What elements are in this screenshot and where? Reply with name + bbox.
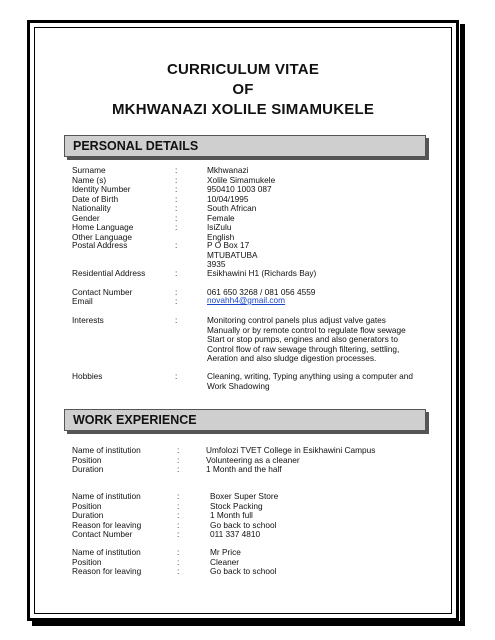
job2-reason-label: Reason for leaving [72, 519, 142, 530]
job1-institution: Umfolozi TVET College in Esikhawini Campus [206, 445, 376, 455]
job2-contact-label: Contact Number [72, 529, 133, 539]
job3-reason: Go back to school [210, 566, 277, 576]
colon: : [175, 222, 178, 232]
job2-position: Stock Packing [210, 500, 263, 511]
names-label: Name (s) [72, 174, 107, 185]
contact-value: 061 650 3268 / 081 056 4559 [207, 286, 316, 297]
job3-position: Cleaner [210, 556, 240, 567]
other-language-label: Other Language [72, 231, 132, 242]
colon: : [175, 184, 178, 194]
candidate-name: MKHWANAZI XOLILE SIMAMUKELE [111, 101, 375, 118]
colon: : [177, 491, 180, 501]
frame-shadow-right [460, 24, 465, 626]
job1-position-label: Position [72, 454, 102, 465]
colon: : [177, 500, 180, 511]
nationality-value: South African [207, 203, 257, 213]
section-title: WORK EXPERIENCE [73, 413, 197, 427]
email-label: Email [72, 296, 93, 306]
hobbies-label: Hobbies [72, 371, 103, 381]
hobbies-line: Cleaning, writing, Typing anything using a computer and [207, 371, 414, 381]
postal-line3: 3935 [207, 259, 226, 269]
colon: : [177, 529, 180, 539]
job2-reason: Go back to school [210, 519, 277, 530]
colon: : [177, 519, 180, 530]
interests-line: Aeration and also sludge digestion processes. [207, 353, 377, 363]
email-link[interactable]: novahh4@gmail.com [207, 295, 286, 305]
job1-duration: 1 Month and the half [206, 464, 282, 474]
job1-duration-label: Duration [72, 464, 104, 474]
job3-position-label: Position [72, 556, 102, 567]
colon: : [177, 454, 180, 465]
frame-shadow-bottom [32, 621, 465, 626]
postal-label: Postal Address [72, 240, 128, 250]
colon: : [177, 556, 180, 567]
colon: : [175, 240, 178, 250]
id-number-value: 950410 1003 087 [207, 184, 272, 194]
colon: : [175, 193, 178, 204]
interests-line: Manually or by remote control to regulate flow sewage [207, 324, 406, 335]
colon: : [175, 267, 178, 278]
job2-institution: Boxer Super Store [210, 491, 279, 501]
colon: : [175, 212, 178, 223]
section-header-work [64, 409, 426, 431]
id-number-label: Identity Number [72, 184, 131, 194]
job2-duration: 1 Month full [210, 510, 253, 520]
colon: : [175, 286, 178, 297]
residential-value: Esikhawini H1 (Richards Bay) [207, 267, 317, 278]
colon: : [177, 547, 180, 557]
surname-label: Surname [72, 165, 106, 175]
job3-reason-label: Reason for leaving [72, 566, 142, 576]
postal-line2: MTUBATUBA [207, 249, 258, 260]
job1-institution-label: Name of institution [72, 445, 141, 455]
home-language-label: Home Language [72, 222, 134, 232]
colon: : [175, 296, 178, 306]
colon: : [175, 371, 178, 381]
job3-institution: Mr Price [210, 547, 241, 557]
interests-label: Interests [72, 315, 104, 325]
colon: : [177, 445, 180, 455]
surname-value: Mkhwanazi [207, 165, 249, 175]
contact-label: Contact Number [72, 286, 133, 297]
section-header-personal [64, 135, 426, 157]
job3-institution-label: Name of institution [72, 547, 141, 557]
gender-value: Female [207, 212, 235, 223]
document-title: CURRICULUM VITAE [166, 61, 320, 78]
job2-position-label: Position [72, 500, 102, 511]
job2-institution-label: Name of institution [72, 491, 141, 501]
dob-value: 10/04/1995 [207, 193, 249, 204]
job2-duration-label: Duration [72, 510, 104, 520]
interests-line: Monitoring control panels plus adjust valve gates [207, 315, 386, 325]
home-language-value: IsiZulu [207, 222, 232, 232]
section-title: PERSONAL DETAILS [73, 139, 199, 153]
hobbies-line: Work Shadowing [207, 380, 270, 391]
colon: : [177, 464, 180, 474]
other-language-value: English [207, 231, 235, 242]
colon: : [177, 510, 180, 520]
names-value: Xolile Simamukele [207, 174, 276, 185]
colon: : [175, 165, 178, 175]
colon: : [177, 566, 180, 576]
interests-line: Control flow of raw sewage through filtering, settling, [207, 343, 400, 354]
dob-label: Date of Birth [72, 193, 119, 204]
colon: : [175, 174, 178, 185]
colon: : [175, 315, 178, 325]
colon: : [175, 203, 178, 213]
nationality-label: Nationality [72, 203, 111, 213]
job2-contact: 011 337 4810 [210, 529, 261, 539]
gender-label: Gender [72, 212, 100, 223]
interests-line: Start or stop pumps, engines and also generators to [207, 334, 398, 344]
job1-position: Volunteering as a cleaner [206, 454, 300, 465]
document-title-of: OF [232, 81, 254, 98]
postal-line1: P O Box 17 [207, 240, 250, 250]
residential-label: Residential Address [72, 267, 146, 278]
